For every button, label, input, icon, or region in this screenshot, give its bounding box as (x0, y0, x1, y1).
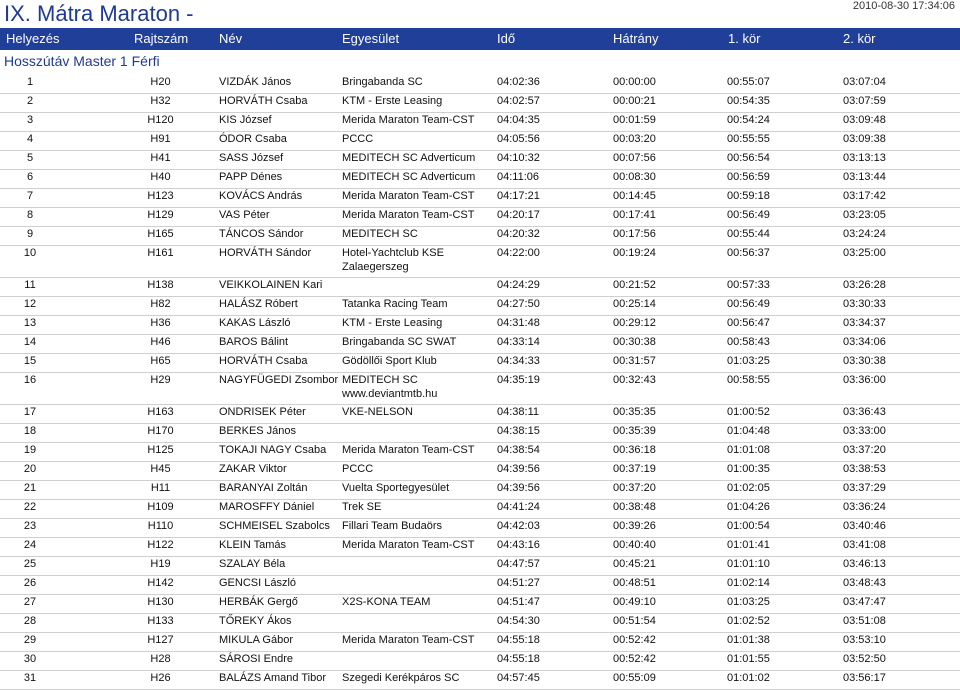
cell-club: Trek SE (342, 501, 382, 513)
cell-name: HALÁSZ Róbert (219, 298, 298, 310)
cell-bib: H170 (147, 425, 174, 437)
cell-bib: H29 (150, 374, 171, 386)
table-row (0, 423, 960, 443)
cell-lap2: 03:23:05 (843, 209, 886, 221)
cell-lap1: 01:00:35 (727, 463, 770, 475)
cell-name: PAPP Dénes (219, 171, 283, 183)
cell-lap1: 00:56:49 (727, 298, 770, 310)
table-row (0, 499, 960, 519)
cell-behind: 00:55:09 (613, 672, 656, 684)
cell-behind: 00:19:24 (613, 247, 656, 259)
table-row (0, 556, 960, 576)
cell-time: 04:39:56 (497, 463, 540, 475)
table-row (0, 74, 960, 94)
cell-lap2: 03:48:43 (843, 577, 886, 589)
cell-behind: 00:29:12 (613, 317, 656, 329)
cell-lap2: 03:34:06 (843, 336, 886, 348)
cell-behind: 00:17:56 (613, 228, 656, 240)
cell-time: 04:10:32 (497, 152, 540, 164)
cell-club: Vuelta Sportegyesület (342, 482, 450, 494)
cell-place: 20 (23, 463, 37, 475)
cell-bib: H165 (147, 228, 174, 240)
cell-behind: 00:25:14 (613, 298, 656, 310)
cell-club: X2S-KONA TEAM (342, 596, 431, 608)
cell-bib: H125 (147, 444, 174, 456)
table-row (0, 404, 960, 424)
cell-place: 10 (23, 247, 37, 259)
cell-club: MEDITECH SC Adverticum (342, 171, 476, 183)
cell-name: ZAKAR Viktor (219, 463, 287, 475)
cell-behind: 00:45:21 (613, 558, 656, 570)
cell-club: Bringabanda SC SWAT (342, 336, 457, 348)
table-row (0, 131, 960, 151)
cell-behind: 00:35:39 (613, 425, 656, 437)
table-row (0, 226, 960, 246)
cell-lap2: 03:09:48 (843, 114, 886, 126)
cell-lap2: 03:36:24 (843, 501, 886, 513)
cell-lap1: 00:57:33 (727, 279, 770, 291)
cell-name: BERKES János (219, 425, 297, 437)
cell-bib: H41 (150, 152, 171, 164)
cell-behind: 00:32:43 (613, 374, 656, 386)
cell-place: 19 (23, 444, 37, 456)
table-row (0, 613, 960, 633)
cell-behind: 00:40:40 (613, 539, 656, 551)
cell-lap1: 00:56:47 (727, 317, 770, 329)
cell-place: 5 (26, 152, 34, 164)
table-row (0, 632, 960, 652)
cell-time: 04:35:19 (497, 374, 540, 386)
cell-place: 4 (26, 133, 34, 145)
cell-bib: H130 (147, 596, 174, 608)
cell-lap2: 03:53:10 (843, 634, 886, 646)
cell-bib: H129 (147, 209, 174, 221)
cell-place: 29 (23, 634, 37, 646)
cell-time: 04:51:27 (497, 577, 540, 589)
cell-name: KOVÁCS András (219, 190, 303, 202)
cell-behind: 00:52:42 (613, 653, 656, 665)
cell-club: PCCC (342, 133, 374, 145)
cell-behind: 00:36:18 (613, 444, 656, 456)
cell-bib: H26 (150, 672, 171, 684)
header-behind: Hátrány (613, 31, 659, 46)
cell-name: SÁROSI Endre (219, 653, 293, 665)
cell-lap1: 00:55:44 (727, 228, 770, 240)
cell-club: Fillari Team Budaörs (342, 520, 443, 532)
cell-name: GENCSI László (219, 577, 297, 589)
cell-place: 12 (23, 298, 37, 310)
cell-place: 17 (23, 406, 37, 418)
cell-lap1: 00:55:07 (727, 76, 770, 88)
table-row (0, 537, 960, 557)
cell-bib: H122 (147, 539, 174, 551)
cell-time: 04:57:45 (497, 672, 540, 684)
header-time: Idő (497, 31, 516, 46)
table-row (0, 207, 960, 227)
cell-club: Merida Maraton Team-CST (342, 634, 475, 646)
cell-time: 04:41:24 (497, 501, 540, 513)
cell-lap1: 00:58:43 (727, 336, 770, 348)
cell-time: 04:02:36 (497, 76, 540, 88)
cell-place: 11 (24, 279, 36, 291)
cell-name: TŐREKY Ákos (219, 615, 292, 627)
cell-behind: 00:08:30 (613, 171, 656, 183)
cell-lap2: 03:13:13 (843, 152, 886, 164)
cell-lap2: 03:38:53 (843, 463, 886, 475)
cell-place: 9 (26, 228, 34, 240)
cell-bib: H161 (147, 247, 174, 259)
table-row (0, 670, 960, 690)
cell-lap2: 03:09:38 (843, 133, 886, 145)
cell-place: 7 (26, 190, 34, 202)
cell-behind: 00:39:26 (613, 520, 656, 532)
cell-bib: H19 (150, 558, 171, 570)
cell-behind: 00:30:38 (613, 336, 656, 348)
header-bib: Rajtszám (134, 31, 189, 46)
header-name: Név (219, 31, 243, 46)
cell-behind: 00:51:54 (613, 615, 656, 627)
cell-name: BAROS Bálint (219, 336, 289, 348)
cell-behind: 00:14:45 (613, 190, 656, 202)
cell-name: MIKULA Gábor (219, 634, 293, 646)
cell-lap2: 03:24:24 (843, 228, 886, 240)
cell-name: SCHMEISEL Szabolcs (219, 520, 330, 532)
cell-time: 04:20:32 (497, 228, 540, 240)
cell-name: HORVÁTH Csaba (219, 355, 308, 367)
cell-lap1: 01:01:38 (727, 634, 770, 646)
cell-lap1: 01:01:55 (727, 653, 770, 665)
table-header (0, 28, 960, 50)
cell-time: 04:34:33 (497, 355, 540, 367)
cell-bib: H91 (150, 133, 171, 145)
cell-behind: 00:52:42 (613, 634, 656, 646)
cell-club: PCCC (342, 463, 374, 475)
cell-time: 04:05:56 (497, 133, 540, 145)
table-row (0, 442, 960, 462)
cell-behind: 00:35:35 (613, 406, 656, 418)
cell-lap2: 03:25:00 (843, 247, 886, 259)
cell-behind: 00:03:20 (613, 133, 656, 145)
cell-lap1: 01:01:08 (727, 444, 770, 456)
cell-lap1: 00:56:59 (727, 171, 770, 183)
cell-lap2: 03:17:42 (843, 190, 886, 202)
table-row (0, 112, 960, 132)
cell-lap2: 03:37:29 (843, 482, 886, 494)
cell-lap1: 00:55:55 (727, 133, 770, 145)
cell-lap1: 00:58:55 (727, 374, 770, 386)
table-row (0, 169, 960, 189)
cell-place: 3 (26, 114, 34, 126)
cell-place: 24 (23, 539, 37, 551)
cell-time: 04:20:17 (497, 209, 540, 221)
cell-club: Merida Maraton Team-CST (342, 209, 475, 221)
cell-bib: H133 (147, 615, 174, 627)
table-row (0, 277, 960, 297)
cell-club: Merida Maraton Team-CST (342, 190, 475, 202)
cell-bib: H82 (150, 298, 171, 310)
cell-bib: H20 (150, 76, 171, 88)
cell-lap2: 03:41:08 (843, 539, 886, 551)
cell-time: 04:11:06 (497, 171, 540, 183)
cell-time: 04:42:03 (497, 520, 540, 532)
cell-place: 6 (26, 171, 34, 183)
cell-time: 04:55:18 (497, 634, 540, 646)
cell-lap1: 00:54:24 (727, 114, 770, 126)
cell-lap2: 03:36:43 (843, 406, 886, 418)
table-row (0, 480, 960, 500)
cell-lap2: 03:37:20 (843, 444, 886, 456)
cell-lap1: 01:02:05 (727, 482, 770, 494)
table-row (0, 575, 960, 595)
timestamp: 2010-08-30 17:34:06 (852, 0, 955, 12)
cell-club: Merida Maraton Team-CST (342, 444, 475, 456)
cell-lap2: 03:33:00 (843, 425, 886, 437)
cell-lap2: 03:51:08 (843, 615, 886, 627)
cell-time: 04:47:57 (497, 558, 540, 570)
cell-lap2: 03:34:37 (843, 317, 886, 329)
cell-time: 04:31:48 (497, 317, 540, 329)
cell-name: BARANYAI Zoltán (219, 482, 308, 494)
table-row (0, 334, 960, 354)
cell-lap2: 03:07:59 (843, 95, 886, 107)
table-row (0, 93, 960, 113)
cell-place: 31 (23, 672, 37, 684)
table-row (0, 150, 960, 170)
cell-bib: H109 (147, 501, 174, 513)
cell-lap2: 03:47:47 (843, 596, 886, 608)
cell-behind: 00:31:57 (613, 355, 656, 367)
cell-bib: H138 (147, 279, 174, 291)
cell-lap1: 01:00:52 (727, 406, 770, 418)
cell-lap2: 03:30:33 (843, 298, 886, 310)
cell-lap1: 01:00:54 (727, 520, 770, 532)
cell-bib: H45 (150, 463, 171, 475)
cell-lap1: 00:54:35 (727, 95, 770, 107)
cell-name: MAROSFFY Dániel (219, 501, 315, 513)
cell-club: Hotel-Yachtclub KSE Zalaegerszeg (342, 247, 444, 273)
cell-name: KLEIN Tamás (219, 539, 287, 551)
cell-club: Tatanka Racing Team (342, 298, 448, 310)
cell-place: 28 (23, 615, 37, 627)
cell-time: 04:02:57 (497, 95, 540, 107)
cell-place: 21 (23, 482, 37, 494)
cell-name: KAKAS László (219, 317, 291, 329)
cell-name: NAGYFÜGEDI Zsombor (219, 374, 339, 386)
cell-name: ÓDOR Csaba (219, 133, 287, 145)
cell-club: MEDITECH SC (342, 228, 418, 240)
cell-place: 22 (23, 501, 37, 513)
cell-place: 14 (23, 336, 37, 348)
cell-behind: 00:21:52 (613, 279, 656, 291)
cell-bib: H142 (147, 577, 174, 589)
cell-club: MEDITECH SC www.deviantmtb.hu (342, 374, 438, 400)
cell-time: 04:55:18 (497, 653, 540, 665)
page-title: IX. Mátra Maraton - (4, 1, 194, 26)
cell-time: 04:27:50 (497, 298, 540, 310)
table-row (0, 594, 960, 614)
cell-lap2: 03:46:13 (843, 558, 886, 570)
cell-club: KTM - Erste Leasing (342, 95, 443, 107)
cell-behind: 00:17:41 (613, 209, 656, 221)
cell-lap2: 03:52:50 (843, 653, 886, 665)
cell-time: 04:38:54 (497, 444, 540, 456)
header-lap1: 1. kör (728, 31, 761, 46)
cell-place: 16 (23, 374, 37, 386)
cell-lap1: 01:01:41 (727, 539, 770, 551)
cell-bib: H40 (150, 171, 171, 183)
cell-club: Merida Maraton Team-CST (342, 114, 475, 126)
cell-club: Bringabanda SC (342, 76, 423, 88)
cell-bib: H65 (150, 355, 171, 367)
header-club: Egyesület (342, 31, 400, 46)
cell-lap1: 00:59:18 (727, 190, 770, 202)
cell-bib: H28 (150, 653, 171, 665)
table-row (0, 245, 960, 278)
cell-behind: 00:01:59 (613, 114, 656, 126)
cell-bib: H36 (150, 317, 171, 329)
cell-lap2: 03:56:17 (843, 672, 886, 684)
cell-lap1: 01:02:14 (727, 577, 770, 589)
cell-place: 26 (23, 577, 37, 589)
cell-place: 27 (23, 596, 37, 608)
cell-lap1: 01:02:52 (727, 615, 770, 627)
cell-behind: 00:38:48 (613, 501, 656, 513)
cell-club: MEDITECH SC Adverticum (342, 152, 476, 164)
table-row (0, 518, 960, 538)
cell-lap2: 03:36:00 (843, 374, 886, 386)
header-place: Helyezés (6, 31, 60, 46)
cell-bib: H32 (150, 95, 171, 107)
cell-lap2: 03:13:44 (843, 171, 886, 183)
cell-time: 04:22:00 (497, 247, 540, 259)
cell-behind: 00:48:51 (613, 577, 656, 589)
cell-bib: H163 (147, 406, 174, 418)
cell-club: Gödöllői Sport Klub (342, 355, 437, 367)
cell-time: 04:38:11 (497, 406, 540, 418)
cell-lap1: 01:04:48 (727, 425, 770, 437)
table-row (0, 353, 960, 373)
cell-name: TOKAJI NAGY Csaba (219, 444, 327, 456)
cell-lap2: 03:26:28 (843, 279, 886, 291)
cell-club: Szegedi Kerékpáros SC (342, 672, 460, 684)
cell-behind: 00:37:20 (613, 482, 656, 494)
table-row (0, 296, 960, 316)
cell-name: BALÁZS Amand Tibor (219, 672, 326, 684)
cell-club: Merida Maraton Team-CST (342, 539, 475, 551)
cell-lap2: 03:07:04 (843, 76, 886, 88)
cell-name: SZALAY Béla (219, 558, 286, 570)
cell-lap1: 00:56:37 (727, 247, 770, 259)
cell-bib: H120 (147, 114, 174, 126)
cell-behind: 00:49:10 (613, 596, 656, 608)
cell-lap1: 00:56:49 (727, 209, 770, 221)
cell-time: 04:24:29 (497, 279, 540, 291)
cell-place: 13 (23, 317, 37, 329)
cell-club: VKE-NELSON (342, 406, 413, 418)
cell-time: 04:39:56 (497, 482, 540, 494)
cell-name: ONDRISEK Péter (219, 406, 306, 418)
cell-name: TÁNCOS Sándor (219, 228, 304, 240)
cell-lap1: 01:03:25 (727, 596, 770, 608)
cell-time: 04:43:16 (497, 539, 540, 551)
cell-place: 15 (23, 355, 37, 367)
cell-name: VIZDÁK János (219, 76, 292, 88)
cell-name: VEIKKOLAINEN Kari (219, 279, 323, 291)
cell-lap1: 01:01:02 (727, 672, 770, 684)
category-title: Hosszútáv Master 1 Férfi (4, 53, 160, 69)
cell-name: HORVÁTH Csaba (219, 95, 308, 107)
cell-time: 04:51:47 (497, 596, 540, 608)
cell-place: 8 (26, 209, 34, 221)
table-row (0, 651, 960, 671)
cell-place: 30 (23, 653, 37, 665)
cell-place: 18 (23, 425, 37, 437)
cell-place: 23 (23, 520, 37, 532)
cell-name: VAS Péter (219, 209, 270, 221)
cell-lap1: 01:04:26 (727, 501, 770, 513)
table-row (0, 461, 960, 481)
cell-time: 04:33:14 (497, 336, 540, 348)
table-row (0, 315, 960, 335)
cell-lap2: 03:40:46 (843, 520, 886, 532)
cell-name: KIS József (219, 114, 272, 126)
cell-lap1: 00:56:54 (727, 152, 770, 164)
cell-lap2: 03:30:38 (843, 355, 886, 367)
cell-name: HERBÁK Gergő (219, 596, 298, 608)
cell-behind: 00:00:21 (613, 95, 656, 107)
table-row (0, 372, 960, 405)
cell-lap1: 01:01:10 (727, 558, 770, 570)
cell-time: 04:38:15 (497, 425, 540, 437)
cell-name: HORVÁTH Sándor (219, 247, 312, 259)
title-bar (0, 0, 960, 28)
cell-time: 04:54:30 (497, 615, 540, 627)
cell-bib: H110 (147, 520, 174, 532)
cell-name: SASS József (219, 152, 284, 164)
header-lap2: 2. kör (843, 31, 876, 46)
cell-club: KTM - Erste Leasing (342, 317, 443, 329)
cell-bib: H11 (150, 482, 171, 494)
cell-time: 04:17:21 (497, 190, 540, 202)
cell-lap1: 01:03:25 (727, 355, 770, 367)
cell-bib: H127 (147, 634, 174, 646)
cell-place: 25 (23, 558, 37, 570)
cell-behind: 00:37:19 (613, 463, 656, 475)
cell-place: 2 (26, 95, 34, 107)
cell-behind: 00:07:56 (613, 152, 656, 164)
table-row (0, 188, 960, 208)
cell-behind: 00:00:00 (613, 76, 656, 88)
cell-bib: H46 (150, 336, 171, 348)
cell-time: 04:04:35 (497, 114, 540, 126)
cell-bib: H123 (147, 190, 174, 202)
cell-place: 1 (26, 76, 34, 88)
